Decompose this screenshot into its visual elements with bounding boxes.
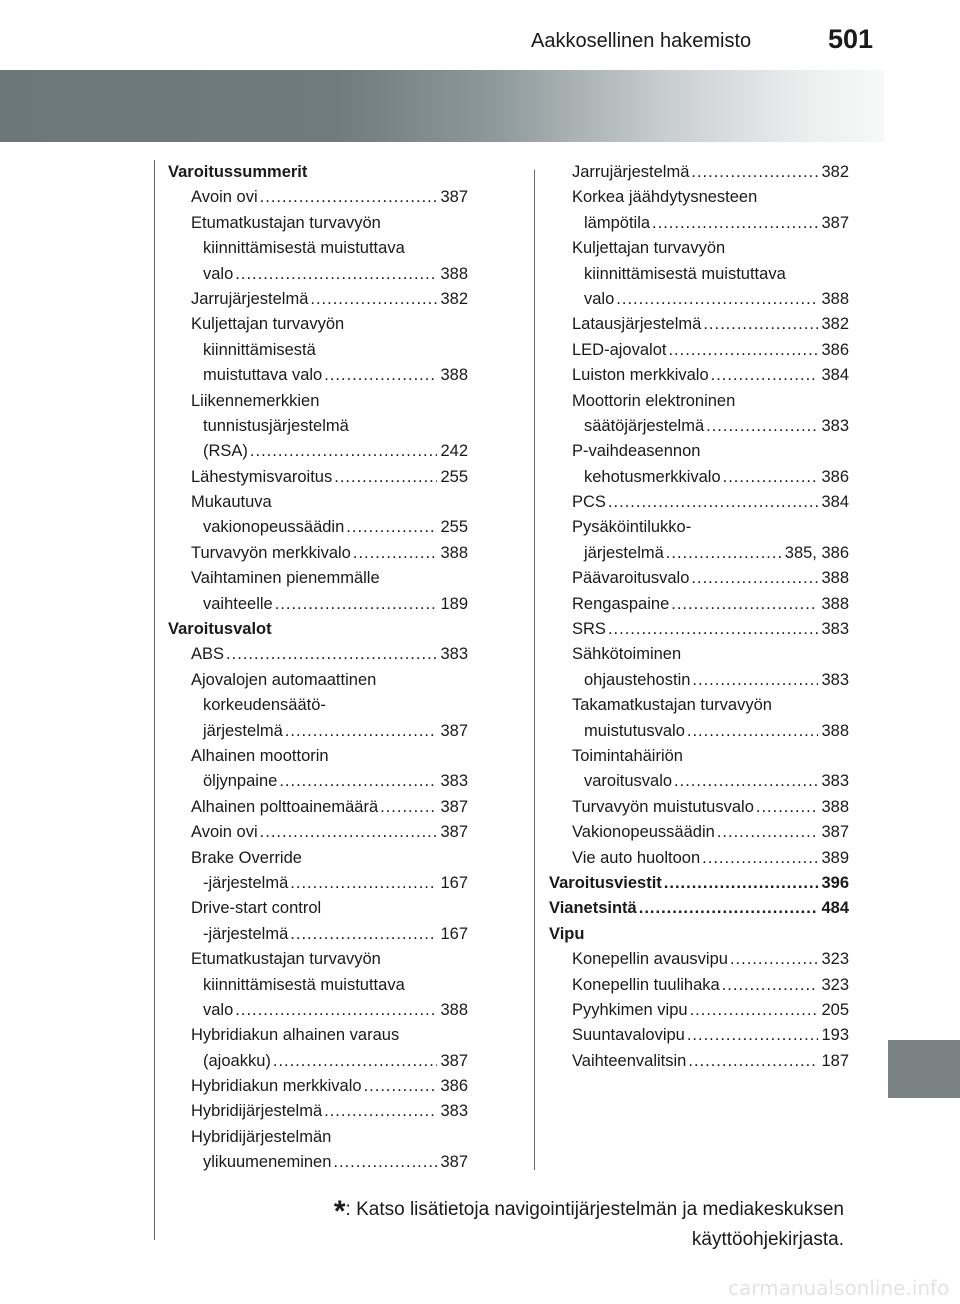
index-entry-page: 387 (440, 797, 468, 816)
index-entry-page: 255 (440, 467, 468, 486)
index-entry (168, 769, 468, 794)
index-entry (168, 617, 468, 642)
index-entry-text: järjestelmä (584, 543, 664, 562)
index-entry-text: Rengaspaine (572, 594, 670, 613)
page-number: 501 (828, 24, 874, 54)
dot-leader (730, 947, 819, 972)
index-entry-page: 323 (821, 950, 849, 969)
dot-leader (703, 312, 818, 337)
section-title: Aakkosellinen hakemisto (531, 30, 752, 52)
index-entry-text: valo (584, 289, 615, 308)
index-entry (168, 1125, 468, 1150)
index-entry (168, 998, 468, 1023)
index-entry-text: Korkea jäähdytysnesteen (572, 188, 758, 207)
index-entry (168, 820, 468, 845)
index-entry-text: varoitusvalo (584, 772, 673, 791)
index-entry-text: Hybridiakun alhainen varaus (191, 1026, 400, 1045)
index-entry (549, 1023, 849, 1048)
index-entry-text: Brake Override (191, 848, 302, 867)
index-column-right (549, 160, 849, 1074)
index-entry-text: Drive-start control (191, 899, 322, 918)
index-entry (549, 160, 849, 185)
index-entry (549, 973, 849, 998)
index-entry-page: 189 (440, 594, 468, 613)
dot-leader (353, 541, 438, 566)
index-entry (549, 211, 849, 236)
column-rule-left (154, 160, 155, 1240)
index-entry (549, 1049, 849, 1074)
footnote-line-1: : Katso lisätietoja navigointijärjestelmän ja mediakeskuksen (345, 1199, 844, 1220)
index-entry-text: Konepellin avausvipu (572, 950, 728, 969)
footnote-asterisk: * (333, 1195, 346, 1228)
index-entry (549, 287, 849, 312)
index-entry (168, 1023, 468, 1048)
index-entry (549, 820, 849, 845)
index-entry-page: 323 (821, 975, 849, 994)
dot-leader (756, 795, 819, 820)
index-entry (168, 668, 468, 693)
index-entry (168, 363, 468, 388)
index-entry-text: Mukautuva (191, 493, 272, 512)
index-entry-page: 388 (440, 366, 468, 385)
dot-leader (668, 338, 818, 363)
index-entry-text: Vipu (549, 924, 585, 943)
index-entry-text: Vaihteenvalitsin (572, 1051, 687, 1070)
dot-leader (711, 363, 819, 388)
index-entry-page: 387 (440, 1153, 468, 1172)
dot-leader (639, 896, 819, 921)
dot-leader (608, 490, 819, 515)
index-entry (549, 871, 849, 896)
index-entry-page: 387 (440, 1051, 468, 1070)
index-entry-text: säätöjärjestelmä (584, 416, 705, 435)
index-entry (168, 1049, 468, 1074)
index-entry (549, 846, 849, 871)
dot-leader (324, 1099, 437, 1124)
index-entry-text: Suuntavalovipu (572, 1026, 685, 1045)
index-entry-text: vakionopeussäädin (203, 518, 345, 537)
footnote-line-2: käyttöohjekirjasta. (691, 1229, 844, 1250)
index-entry (549, 185, 849, 210)
dot-leader (652, 211, 818, 236)
dot-leader (702, 846, 818, 871)
index-entry-page: 387 (821, 213, 849, 232)
dot-leader (691, 566, 818, 591)
index-entry-text: Luiston merkkivalo (572, 366, 709, 385)
index-entry-page: 187 (821, 1051, 849, 1070)
index-entry-page: 387 (821, 823, 849, 842)
index-entry-text: öljynpaine (203, 772, 278, 791)
index-entry (168, 541, 468, 566)
dot-leader (722, 973, 819, 998)
index-entry-text: ohjaustehostin (584, 670, 691, 689)
index-entry-text: Turvavyön merkkivalo (191, 543, 351, 562)
index-entry (549, 566, 849, 591)
index-entry-text: Takamatkustajan turvavyön (572, 696, 772, 715)
index-entry (168, 262, 468, 287)
page-header (0, 0, 960, 60)
index-entry-text: Kuljettajan turvavyön (191, 315, 345, 334)
index-entry (549, 719, 849, 744)
index-entry-page: 383 (821, 772, 849, 791)
dot-leader (717, 820, 819, 845)
index-entry-page: 386 (821, 340, 849, 359)
index-entry (549, 744, 849, 769)
index-entry (168, 719, 468, 744)
index-entry (549, 338, 849, 363)
index-entry-text: Alhainen polttoainemäärä (191, 797, 379, 816)
index-entry (549, 668, 849, 693)
index-entry (549, 922, 849, 947)
index-entry-page: 384 (821, 366, 849, 385)
index-entry (168, 1074, 468, 1099)
index-entry-text: Pyyhkimen vipu (572, 1000, 688, 1019)
index-entry-page: 484 (821, 899, 849, 918)
index-entry (168, 312, 468, 337)
dot-leader (687, 1023, 819, 1048)
index-entry-page: 388 (821, 594, 849, 613)
dot-leader (690, 998, 819, 1023)
index-entry (168, 236, 468, 261)
index-entry-page: 383 (440, 772, 468, 791)
index-entry-text: Sähkötoiminen (572, 645, 682, 664)
dot-leader (723, 465, 819, 490)
index-entry-text: Vaihtaminen pienemmälle (191, 569, 380, 588)
index-entry-text: Jarrujärjestelmä (572, 163, 690, 181)
index-entry (168, 795, 468, 820)
header-band (0, 70, 884, 142)
index-entry-text: tunnistusjärjestelmä (203, 416, 349, 435)
index-entry (549, 312, 849, 337)
index-entry-text: Hybridiakun merkkivalo (191, 1077, 362, 1096)
index-entry (549, 414, 849, 439)
index-entry-page: 396 (821, 873, 849, 892)
index-entry-text: Avoin ovi (191, 188, 258, 207)
index-entry (168, 160, 468, 185)
watermark: carmanualsonline.info (728, 1276, 950, 1300)
index-entry (168, 1150, 468, 1175)
index-entry-text: valo (203, 1000, 234, 1019)
index-entry (549, 262, 849, 287)
index-entry (168, 1099, 468, 1124)
index-entry-text: Etumatkustajan turvavyön (191, 950, 381, 969)
index-entry (549, 465, 849, 490)
index-entry-text: Ajovalojen automaattinen (191, 670, 377, 689)
index-entry-page: 388 (440, 264, 468, 283)
index-entry-text: Avoin ovi (191, 823, 258, 842)
index-entry (549, 439, 849, 464)
index-entry-text: Kuljettajan turvavyön (572, 239, 726, 258)
index-entry-text: Päävaroitusvalo (572, 569, 690, 588)
index-entry-page: 383 (440, 1102, 468, 1121)
index-entry-text: Turvavyön muistutusvalo (572, 797, 754, 816)
index-entry (168, 185, 468, 210)
index-entry-page: 242 (440, 442, 468, 461)
index-entry-page: 255 (440, 518, 468, 537)
dot-leader (290, 922, 437, 947)
index-entry-page: 382 (821, 163, 849, 181)
index-entry (168, 389, 468, 414)
dot-leader (346, 515, 437, 540)
index-entry (168, 947, 468, 972)
index-entry (168, 287, 468, 312)
index-entry (168, 592, 468, 617)
index-entry (549, 490, 849, 515)
index-entry-text: ylikuumeneminen (203, 1153, 332, 1172)
index-entry (168, 922, 468, 947)
index-entry (549, 795, 849, 820)
dot-leader (674, 769, 818, 794)
index-entry-page: 167 (440, 924, 468, 943)
index-entry (549, 236, 849, 261)
dot-leader (250, 439, 438, 464)
index-entry-text: Varoitussummerit (168, 163, 308, 181)
dot-leader (235, 998, 437, 1023)
index-entry-text: kiinnittämisestä muistuttava (584, 264, 786, 283)
index-entry-text: Vianetsintä (549, 899, 637, 918)
index-entry (549, 515, 849, 540)
index-entry (168, 871, 468, 896)
dot-leader (688, 1049, 818, 1074)
index-entry-text: Varoitusviestit (549, 873, 662, 892)
index-entry (168, 744, 468, 769)
index-entry-page: 386 (440, 1077, 468, 1096)
index-entry (549, 947, 849, 972)
index-entry (549, 693, 849, 718)
index-entry-text: järjestelmä (203, 721, 283, 740)
dot-leader (687, 719, 819, 744)
index-entry-text: Konepellin tuulihaka (572, 975, 720, 994)
index-entry-text: Liikennemerkkien (191, 391, 320, 410)
index-entry (549, 617, 849, 642)
index-entry (168, 515, 468, 540)
index-entry-text: Hybridijärjestelmä (191, 1102, 323, 1121)
index-entry-page: 388 (821, 569, 849, 588)
dot-leader (616, 287, 818, 312)
index-entry-text: muistutusvalo (584, 721, 685, 740)
dot-leader (608, 617, 819, 642)
index-entry-text: korkeudensäätö- (203, 696, 326, 715)
index-entry-text: ABS (191, 645, 225, 664)
section-tab (888, 1040, 960, 1098)
index-entry (549, 389, 849, 414)
index-entry-page: 388 (440, 1000, 468, 1019)
index-entry-page: 167 (440, 873, 468, 892)
index-entry-text: Vakionopeussäädin (572, 823, 715, 842)
index-entry-text: Toimintahäiriön (572, 746, 683, 765)
index-entry-page: 205 (821, 1000, 849, 1019)
index-entry-text: kehotusmerkkivalo (584, 467, 721, 486)
dot-leader (364, 1074, 438, 1099)
index-entry-text: Hybridijärjestelmän (191, 1127, 332, 1146)
dot-leader (260, 820, 438, 845)
index-entry-page: 387 (440, 188, 468, 207)
dot-leader (706, 414, 818, 439)
index-entry-page: 385, 386 (784, 543, 849, 562)
index-entry-text: Jarrujärjestelmä (191, 289, 309, 308)
index-entry-text: -järjestelmä (203, 873, 289, 892)
index-entry-text: (ajoakku) (203, 1051, 271, 1070)
index-entry-text: PCS (572, 493, 606, 512)
dot-leader (324, 363, 437, 388)
index-entry (549, 363, 849, 388)
index-entry-text: Latausjärjestelmä (572, 315, 702, 334)
dot-leader (310, 287, 437, 312)
index-entry-text: (RSA) (203, 442, 248, 461)
index-entry-page: 382 (821, 315, 849, 334)
index-entry (168, 439, 468, 464)
index-entry-text: Moottorin elektroninen (572, 391, 736, 410)
index-entry-page: 383 (440, 645, 468, 664)
index-entry-page: 389 (821, 848, 849, 867)
index-entry (168, 414, 468, 439)
index-entry-text: Pysäköintilukko- (572, 518, 692, 537)
index-entry (168, 642, 468, 667)
index-entry (168, 490, 468, 515)
index-entry-text: P-vaihdeasennon (572, 442, 701, 461)
index-entry-text: LED-ajovalot (572, 340, 667, 359)
index-entry-page: 387 (440, 721, 468, 740)
index-column-left (168, 160, 468, 1176)
index-entry-page: 383 (821, 620, 849, 639)
index-entry-text: -järjestelmä (203, 924, 289, 943)
dot-leader (666, 541, 782, 566)
dot-leader (290, 871, 437, 896)
index-entry-text: valo (203, 264, 234, 283)
index-entry (168, 465, 468, 490)
index-entry-text: lämpötila (584, 213, 651, 232)
index-entry-text: kiinnittämisestä muistuttava (203, 975, 405, 994)
index-entry-page: 383 (821, 670, 849, 689)
index-entry (168, 566, 468, 591)
index-entry-page: 386 (821, 467, 849, 486)
index-entry (168, 846, 468, 871)
dot-leader (279, 769, 437, 794)
dot-leader (692, 668, 818, 693)
index-entry (168, 896, 468, 921)
dot-leader (226, 642, 437, 667)
dot-leader (285, 719, 438, 744)
dot-leader (664, 871, 819, 896)
index-entry (168, 211, 468, 236)
index-entry-text: kiinnittämisestä (203, 340, 316, 359)
index-entry (549, 896, 849, 921)
index-entry-text: Varoitusvalot (168, 620, 272, 639)
index-entry-page: 388 (440, 543, 468, 562)
dot-leader (275, 592, 438, 617)
index-entry (168, 338, 468, 363)
index-entry-page: 387 (440, 823, 468, 842)
index-entry (549, 769, 849, 794)
column-rule-middle (534, 170, 535, 1170)
dot-leader (235, 262, 437, 287)
index-entry-page: 388 (821, 721, 849, 740)
index-entry (549, 998, 849, 1023)
index-entry-text: vaihteelle (203, 594, 273, 613)
index-entry-text: Lähestymisvaroitus (191, 467, 333, 486)
index-entry-page: 382 (440, 289, 468, 308)
dot-leader (671, 592, 818, 617)
dot-leader (380, 795, 437, 820)
dot-leader (334, 465, 437, 490)
index-entry (168, 973, 468, 998)
dot-leader (333, 1150, 437, 1175)
index-entry-page: 388 (821, 289, 849, 308)
index-entry-text: SRS (572, 620, 606, 639)
dot-leader (273, 1049, 438, 1074)
index-entry-page: 383 (821, 416, 849, 435)
index-entry-text: Etumatkustajan turvavyön (191, 213, 381, 232)
index-entry (549, 541, 849, 566)
index-entry-text: Vie auto huoltoon (572, 848, 701, 867)
index-entry-page: 388 (821, 797, 849, 816)
index-entry (549, 592, 849, 617)
index-entry-text: muistuttava valo (203, 366, 323, 385)
index-entry-text: Alhainen moottorin (191, 746, 329, 765)
index-entry (549, 642, 849, 667)
index-entry-page: 384 (821, 493, 849, 512)
dot-leader (260, 185, 438, 210)
index-entry (168, 693, 468, 718)
footnote (260, 1196, 844, 1254)
dot-leader (691, 160, 818, 185)
index-entry-text: kiinnittämisestä muistuttava (203, 239, 405, 258)
index-entry-page: 193 (821, 1026, 849, 1045)
